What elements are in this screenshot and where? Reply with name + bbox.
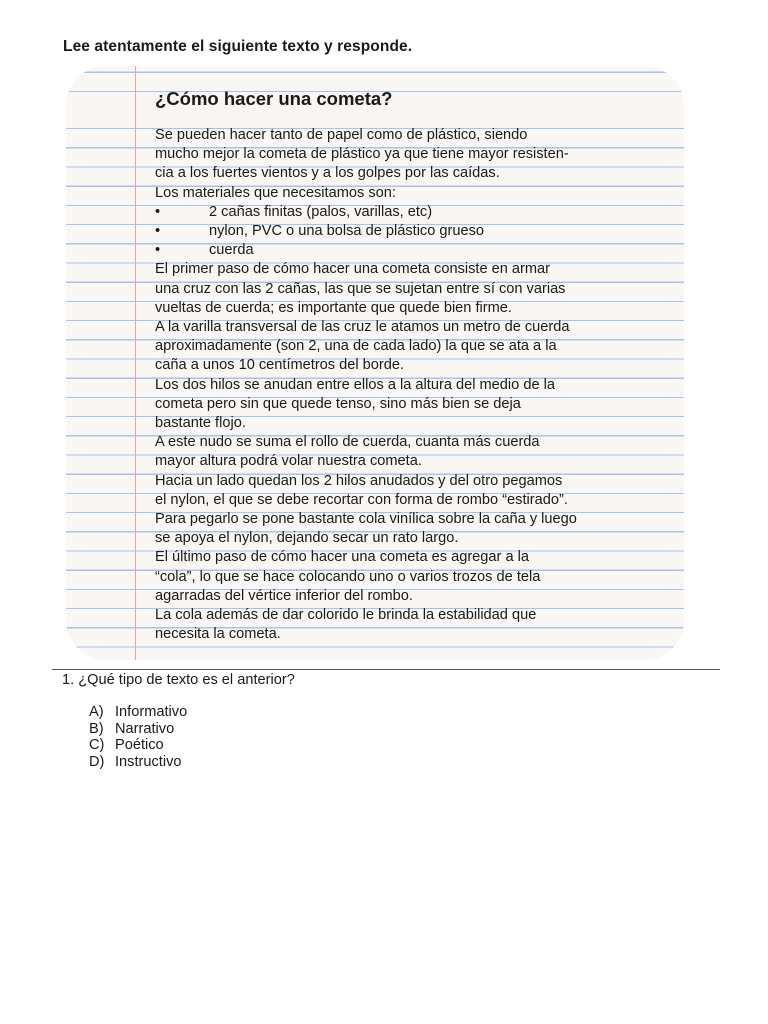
material-item [155, 241, 675, 260]
text-line: se apoya el nylon, dejando secar un rato largo. [155, 530, 459, 547]
option-letter: B) [89, 720, 104, 737]
option-label: Poético [115, 737, 164, 753]
notebook-paper-panel [66, 66, 684, 660]
text-line: Los materiales que necesitamos son: [155, 184, 396, 201]
text-line: Se pueden hacer tanto de papel como de plástico, siendo [155, 127, 528, 143]
text-line: cometa pero sin que quede tenso, sino más bien se deja [155, 395, 521, 412]
text-line: El primer paso de cómo hacer una cometa consiste en armar [155, 261, 551, 278]
material-item-label: nylon, PVC o una bolsa de plástico grueso [209, 223, 485, 240]
text-line: bastante flojo. [155, 415, 246, 432]
reading-title: ¿Cómo hacer una cometa? [155, 88, 393, 109]
notebook-margin-line [135, 66, 136, 660]
text-line: una cruz con las 2 cañas, las que se sujetan entre sí con varias [155, 280, 566, 297]
intro-paragraph [155, 126, 675, 203]
option-letter: A) [89, 704, 104, 720]
option-letter: D) [89, 753, 105, 770]
option-label: Narrativo [115, 720, 175, 737]
option-label: Informativo [115, 704, 188, 720]
option-letter: C) [89, 737, 105, 753]
material-item-label: 2 cañas finitas (palos, varillas, etc) [209, 203, 433, 220]
answer-option[interactable] [89, 754, 187, 771]
answer-option[interactable] [89, 704, 187, 721]
text-line: A este nudo se suma el rollo de cuerda, cuanta más cuerda [155, 434, 540, 451]
text-line: mayor altura podrá volar nuestra cometa. [155, 453, 422, 470]
materials-list [155, 203, 675, 261]
bullet-icon: • [155, 223, 161, 240]
text-line: mucho mejor la cometa de plástico ya que tiene mayor resisten- [155, 146, 569, 163]
text-line: Hacia un lado quedan los 2 hilos anudados y del otro pegamos [155, 472, 563, 489]
material-item [155, 222, 675, 241]
text-line: caña a unos 10 centímetros del borde. [155, 357, 405, 374]
text-line: Para pegarlo se pone bastante cola vinílica sobre la caña y luego [155, 511, 577, 528]
text-line: A la varilla transversal de las cruz le atamos un metro de cuerda [155, 319, 570, 336]
option-label: Instructivo [115, 753, 182, 770]
answer-options [89, 704, 187, 770]
text-line: “cola”, lo que se hace colocando uno o varios trozos de tela [155, 568, 541, 585]
material-item-label: cuerda [209, 242, 254, 259]
text-line: agarradas del vértice inferior del rombo. [155, 587, 413, 604]
question-text: 1. ¿Qué tipo de texto es el anterior? [62, 672, 295, 688]
material-item [155, 203, 675, 222]
text-line: cia a los fuertes vientos y a los golpes por las caídas. [155, 165, 500, 182]
text-line: el nylon, el que se debe recortar con forma de rombo “estirado”. [155, 491, 568, 508]
text-line: aproximadamente (son 2, una de cada lado) la que se ata a la [155, 338, 557, 355]
text-line: Los dos hilos se anudan entre ellos a la altura del medio de la [155, 376, 555, 393]
text-line: vueltas de cuerda; es importante que quede bien firme. [155, 299, 512, 316]
steps-paragraphs [155, 260, 675, 644]
bullet-icon: • [155, 242, 161, 259]
text-line: La cola además de dar colorido le brinda la estabilidad que [155, 607, 537, 624]
answer-option[interactable] [89, 737, 187, 754]
text-line: El último paso de cómo hacer una cometa es agregar a la [155, 549, 529, 566]
answer-option[interactable] [89, 721, 187, 738]
instruction-heading: Lee atentamente el siguiente texto y responde. [63, 38, 413, 55]
bullet-icon: • [155, 203, 161, 220]
text-line: necesita la cometa. [155, 626, 281, 643]
section-divider [52, 669, 720, 670]
reading-text [155, 86, 675, 644]
